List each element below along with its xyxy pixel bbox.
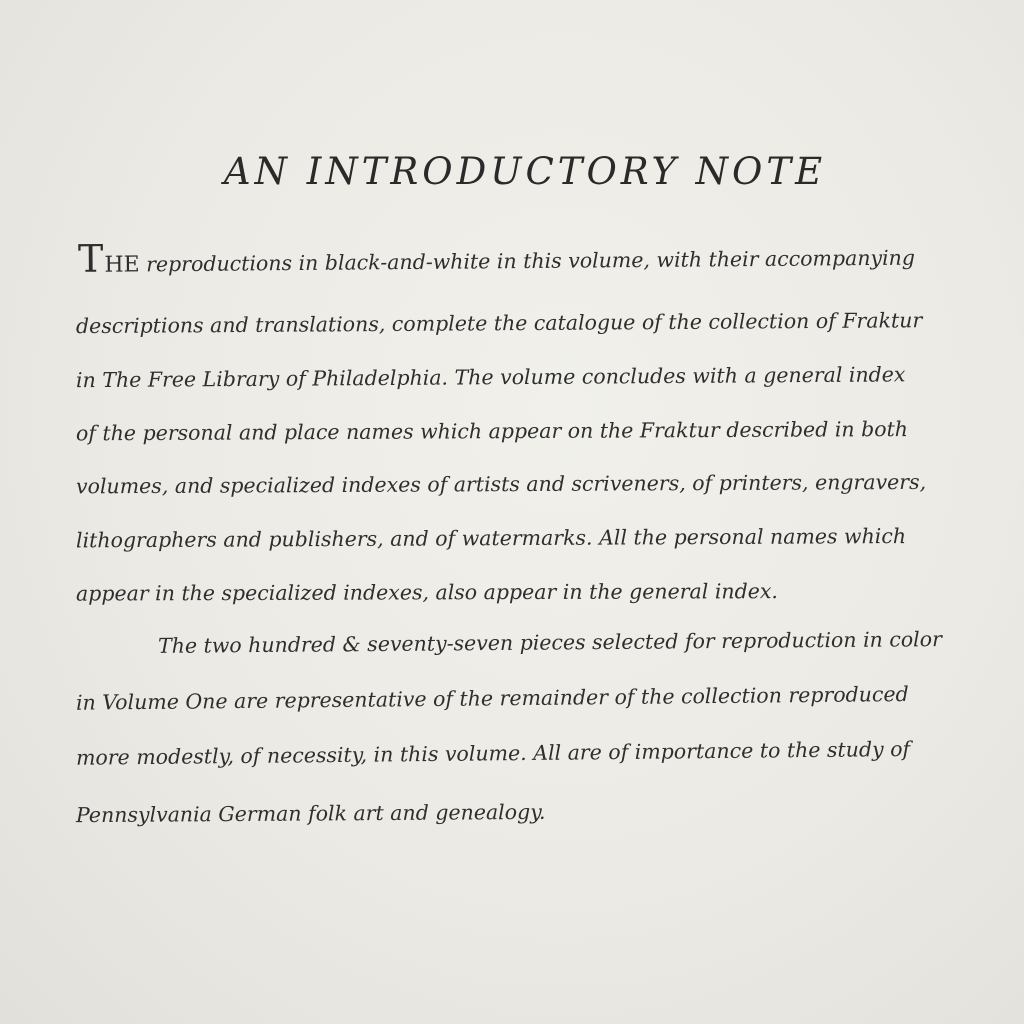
text-line: volumes, and specialized indexes of artists and scriveners, of printers, engravers,	[75, 469, 927, 499]
text-line: descriptions and translations, complete the catalogue of the collection of Fraktur	[75, 308, 923, 339]
text-line: more modestly, of necessity, in this volume. All are of importance to the study of	[75, 736, 911, 770]
drop-cap: T	[77, 236, 104, 281]
text-line	[77, 232, 978, 281]
text-line-content: reproductions in black-and-white in this volume, with their accompanying	[139, 245, 916, 277]
text-line: Pennsylvania German folk art and genealogy.	[75, 799, 546, 828]
text-line: lithographers and publishers, and of watermarks. All the personal names which	[75, 524, 907, 553]
text-line: in The Free Library of Philadelphia. The volume concludes with a general index	[75, 362, 906, 393]
text-line: The two hundred & seventy-seven pieces selected for reproduction in color	[157, 627, 942, 658]
page-title: AN INTRODUCTORY NOTE	[223, 150, 827, 193]
text-line: of the personal and place names which appear on the Fraktur described in both	[75, 417, 909, 446]
opening-caps: HE	[104, 252, 140, 278]
text-line: in Volume One are representative of the remainder of the collection reproduced	[75, 681, 909, 715]
text-line: appear in the specialized indexes, also appear in the general index.	[75, 579, 778, 606]
